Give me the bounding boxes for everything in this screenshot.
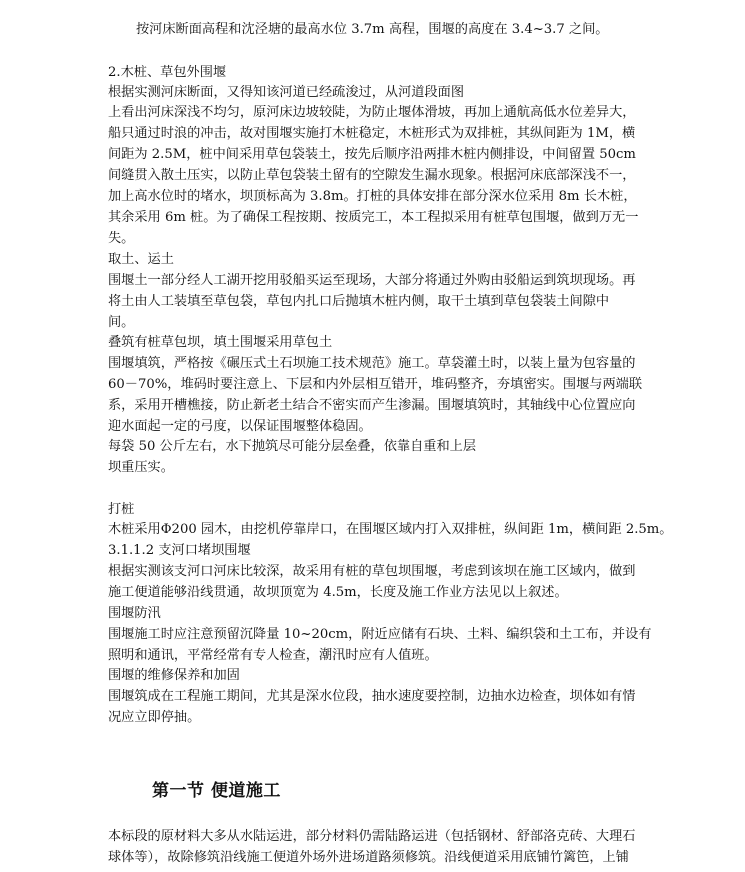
paragraph-line: 系，采用开槽樵接，防止新老土结合不密实而产生渗漏。围堰填筑时，其轴线中心位置应向	[108, 398, 636, 413]
paragraph-line: 照明和通讯，平常经常有专人检查，潮汛时应有人值班。	[108, 648, 438, 663]
paragraph-line: 围堰土一部分经人工湖开挖用驳船买运至现场，大部分将通过外购由驳船运到筑坝现场。再	[108, 273, 636, 288]
paragraph-line: 施工便道能够沿线贯通，故坝顶宽为 4.5m，长度及施工作业方法见以上叙述。	[108, 585, 568, 600]
paragraph-line: 间缝贯入散土压实，以防止草包袋装土留有的空隙发生漏水现象。根据河床底部深浅不一，	[108, 168, 636, 183]
paragraph-line: 失。	[108, 231, 135, 246]
paragraph-line: 船只通过时浪的冲击，故对围堰实施打木桩稳定，木桩形式为双排桩，其纵间距为 1M，横	[108, 126, 636, 141]
paragraph-line: 围堰填筑，严格按《碾压式土石坝施工技术规范》施工。草袋灌土时，以装上量为包容量的	[108, 356, 636, 371]
paragraph-line: 围堰筑成在工程施工期间，尤其是深水位段，抽水速度要控制，边抽水边检查，坝体如有情	[108, 689, 636, 704]
paragraph-line: 根据实测河床断面，又得知该河道已经疏浚过，从河道段面图	[108, 85, 465, 100]
paragraph-line: 60－70%，堆码时要注意上、下层和内外层相互错开，堆码整齐，夯填密实。围堰与两端联	[108, 377, 643, 392]
section-title-soil: 取土、运土	[108, 252, 174, 267]
chapter-heading: 第一节 便道施工	[152, 781, 281, 801]
intro-paragraph: 按河床断面高程和沈泾塘的最高水位 3.7m 高程，围堰的高度在 3.4~3.7 之间。	[136, 22, 609, 37]
paragraph-line: 将土由人工装填至草包袋，草包内扎口后抛填木桩内侧，取干土填到草包袋装土间隙中	[108, 294, 610, 309]
paragraph-line: 加上高水位时的堵水，坝顶标高为 3.8m。打桩的具体安排在部分深水位采用 8m 长木桩，	[108, 189, 637, 204]
paragraph-line: 其余采用 6m 桩。为了确保工程按期、按质完工，本工程拟采用有桩草包围堰，做到万无一	[108, 210, 639, 225]
section-title-pile: 打桩	[108, 502, 135, 517]
paragraph-line: 每袋 50 公斤左右，水下抛筑尽可能分层垒叠，依靠自重和上层	[108, 439, 477, 454]
paragraph-line: 木桩采用Φ200 园木，由挖机停靠岸口，在围堰区域内打入双排桩，纵间距 1m，横间距 2.5m。	[108, 522, 673, 537]
paragraph-line: 坝重压实。	[108, 460, 174, 475]
section-title-fill: 叠筑有桩草包坝，填土围堰采用草包土	[108, 335, 333, 350]
section-title-maintenance: 围堰的维修保养和加固	[108, 668, 240, 683]
paragraph-line: 间。	[108, 315, 135, 330]
section-title-flood: 围堰防汛	[108, 606, 161, 621]
paragraph-line: 根据实测该支河口河床比较深，故采用有桩的草包坝围堰，考虑到该坝在施工区域内，做到	[108, 564, 636, 579]
paragraph-line: 迎水面起一定的弓度，以保证围堰整体稳固。	[108, 419, 372, 434]
paragraph-line: 本标段的原材料大多从水陆运进，部分材料仍需陆路运进（包括钢材、舒部洛克砖、大理石	[108, 829, 636, 844]
paragraph-line: 围堰施工时应注意预留沉降量 10~20cm，附近应储有石块、土料、编织袋和土工布，并设有	[108, 627, 652, 642]
paragraph-line: 球体等），故除修筑沿线施工便道外场外进场道路须修筑。沿线便道采用底铺竹篱笆，上铺	[108, 850, 629, 865]
paragraph-line: 间距为 2.5M，桩中间采用草包袋装土，按先后顺序沿两排木桩内侧排设，中间留置 50cm	[108, 147, 636, 162]
paragraph-line: 况应立即停抽。	[108, 710, 201, 725]
section-title-timber-pile-cofferdam: 2.木桩、草包外围堰	[108, 65, 227, 80]
section-title-branch: 3.1.1.2 支河口堵坝围堰	[108, 543, 251, 558]
paragraph-line: 上看出河床深浅不均匀，原河床边坡较陡，为防止堰体滑坡，再加上通航高低水位差异大，	[108, 105, 636, 120]
